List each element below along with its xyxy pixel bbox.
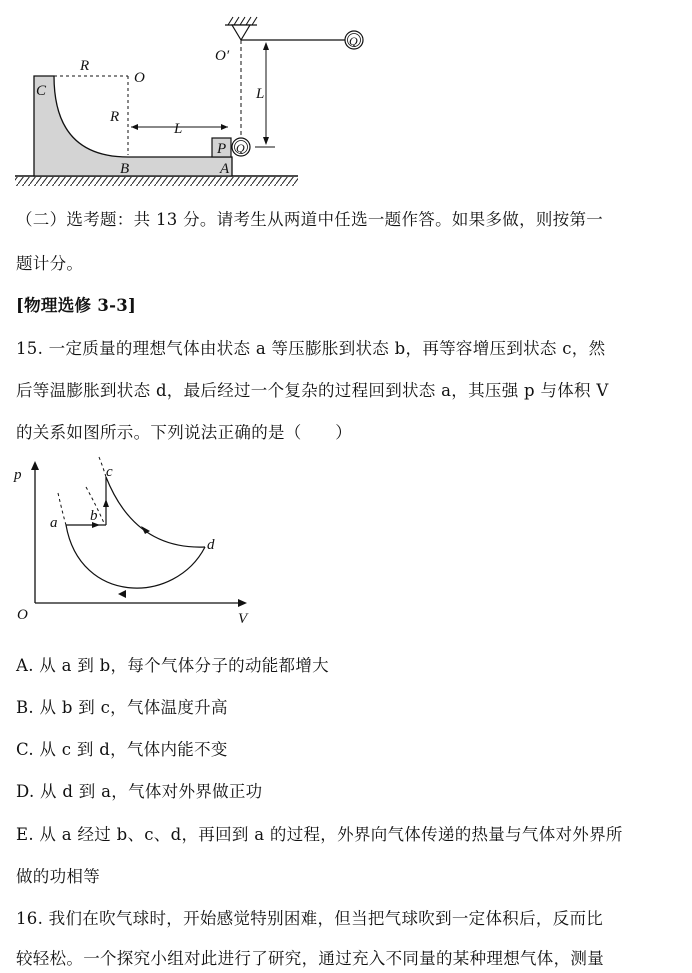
mechanics-figure	[0, 0, 692, 195]
option-D: D. 从 d 到 a，气体对外界做正功	[16, 782, 263, 801]
label-a: a	[50, 515, 58, 531]
label-O-prime: O′	[215, 48, 230, 64]
isotherm-c-dashed	[99, 457, 106, 477]
label-V: V	[238, 611, 248, 627]
label-C: C	[36, 83, 47, 99]
track-block	[34, 76, 232, 176]
label-B: B	[120, 161, 130, 177]
q16-line2: 较轻松。一个探究小组对此进行了研究，通过充入不同量的某种理想气体，测量	[16, 949, 604, 968]
q15-line1: 15. 一定质量的理想气体由状态 a 等压膨胀到状态 b，再等容增压到状态 c，然	[16, 339, 606, 358]
isotherm-a-dashed	[58, 493, 66, 525]
q16-line1: 16. 我们在吹气球时，开始感觉特别困难，但当把气球吹到一定体积后，反而比	[16, 909, 604, 928]
q15-line2: 后等温膨胀到状态 d，最后经过一个复杂的过程回到状态 a，其压强 p 与体积 V	[16, 381, 609, 400]
section-header-line2: 题计分。	[16, 254, 84, 273]
module-title: [物理选修 3-3]	[16, 296, 137, 315]
label-d: d	[207, 537, 215, 553]
label-p: p	[14, 467, 22, 483]
label-A: A	[220, 161, 230, 177]
label-b: b	[90, 508, 98, 524]
label-L-right: L	[256, 86, 265, 102]
label-origin: O	[17, 607, 28, 623]
label-P: P	[217, 141, 227, 157]
option-C: C. 从 c 到 d，气体内能不变	[16, 740, 228, 759]
option-E-line1: E. 从 a 经过 b、c、d，再回到 a 的过程，外界向气体传递的热量与气体对外界所	[16, 825, 623, 844]
option-E-line2: 做的功相等	[16, 867, 100, 886]
label-L-bottom: L	[174, 121, 183, 137]
pv-graph	[0, 455, 280, 635]
option-B: B. 从 b 到 c，气体温度升高	[16, 698, 228, 717]
process-c-d	[106, 477, 205, 547]
label-Q-top: Q	[349, 34, 358, 48]
option-A: A. 从 a 到 b，每个气体分子的动能都增大	[16, 656, 329, 675]
label-c: c	[106, 464, 113, 480]
label-R-top: R	[80, 58, 90, 74]
q15-line3: 的关系如图所示。下列说法正确的是（ ）	[16, 423, 352, 442]
label-O: O	[134, 70, 145, 86]
process-d-a	[66, 525, 205, 588]
label-R-left: R	[110, 109, 120, 125]
section-header-line1: （二）选考题：共 13 分。请考生从两道中任选一题作答。如果多做，则按第一	[16, 210, 604, 229]
ground-hatch	[15, 177, 298, 186]
label-Q-bottom: Q	[236, 141, 245, 155]
pivot-support	[232, 25, 250, 40]
